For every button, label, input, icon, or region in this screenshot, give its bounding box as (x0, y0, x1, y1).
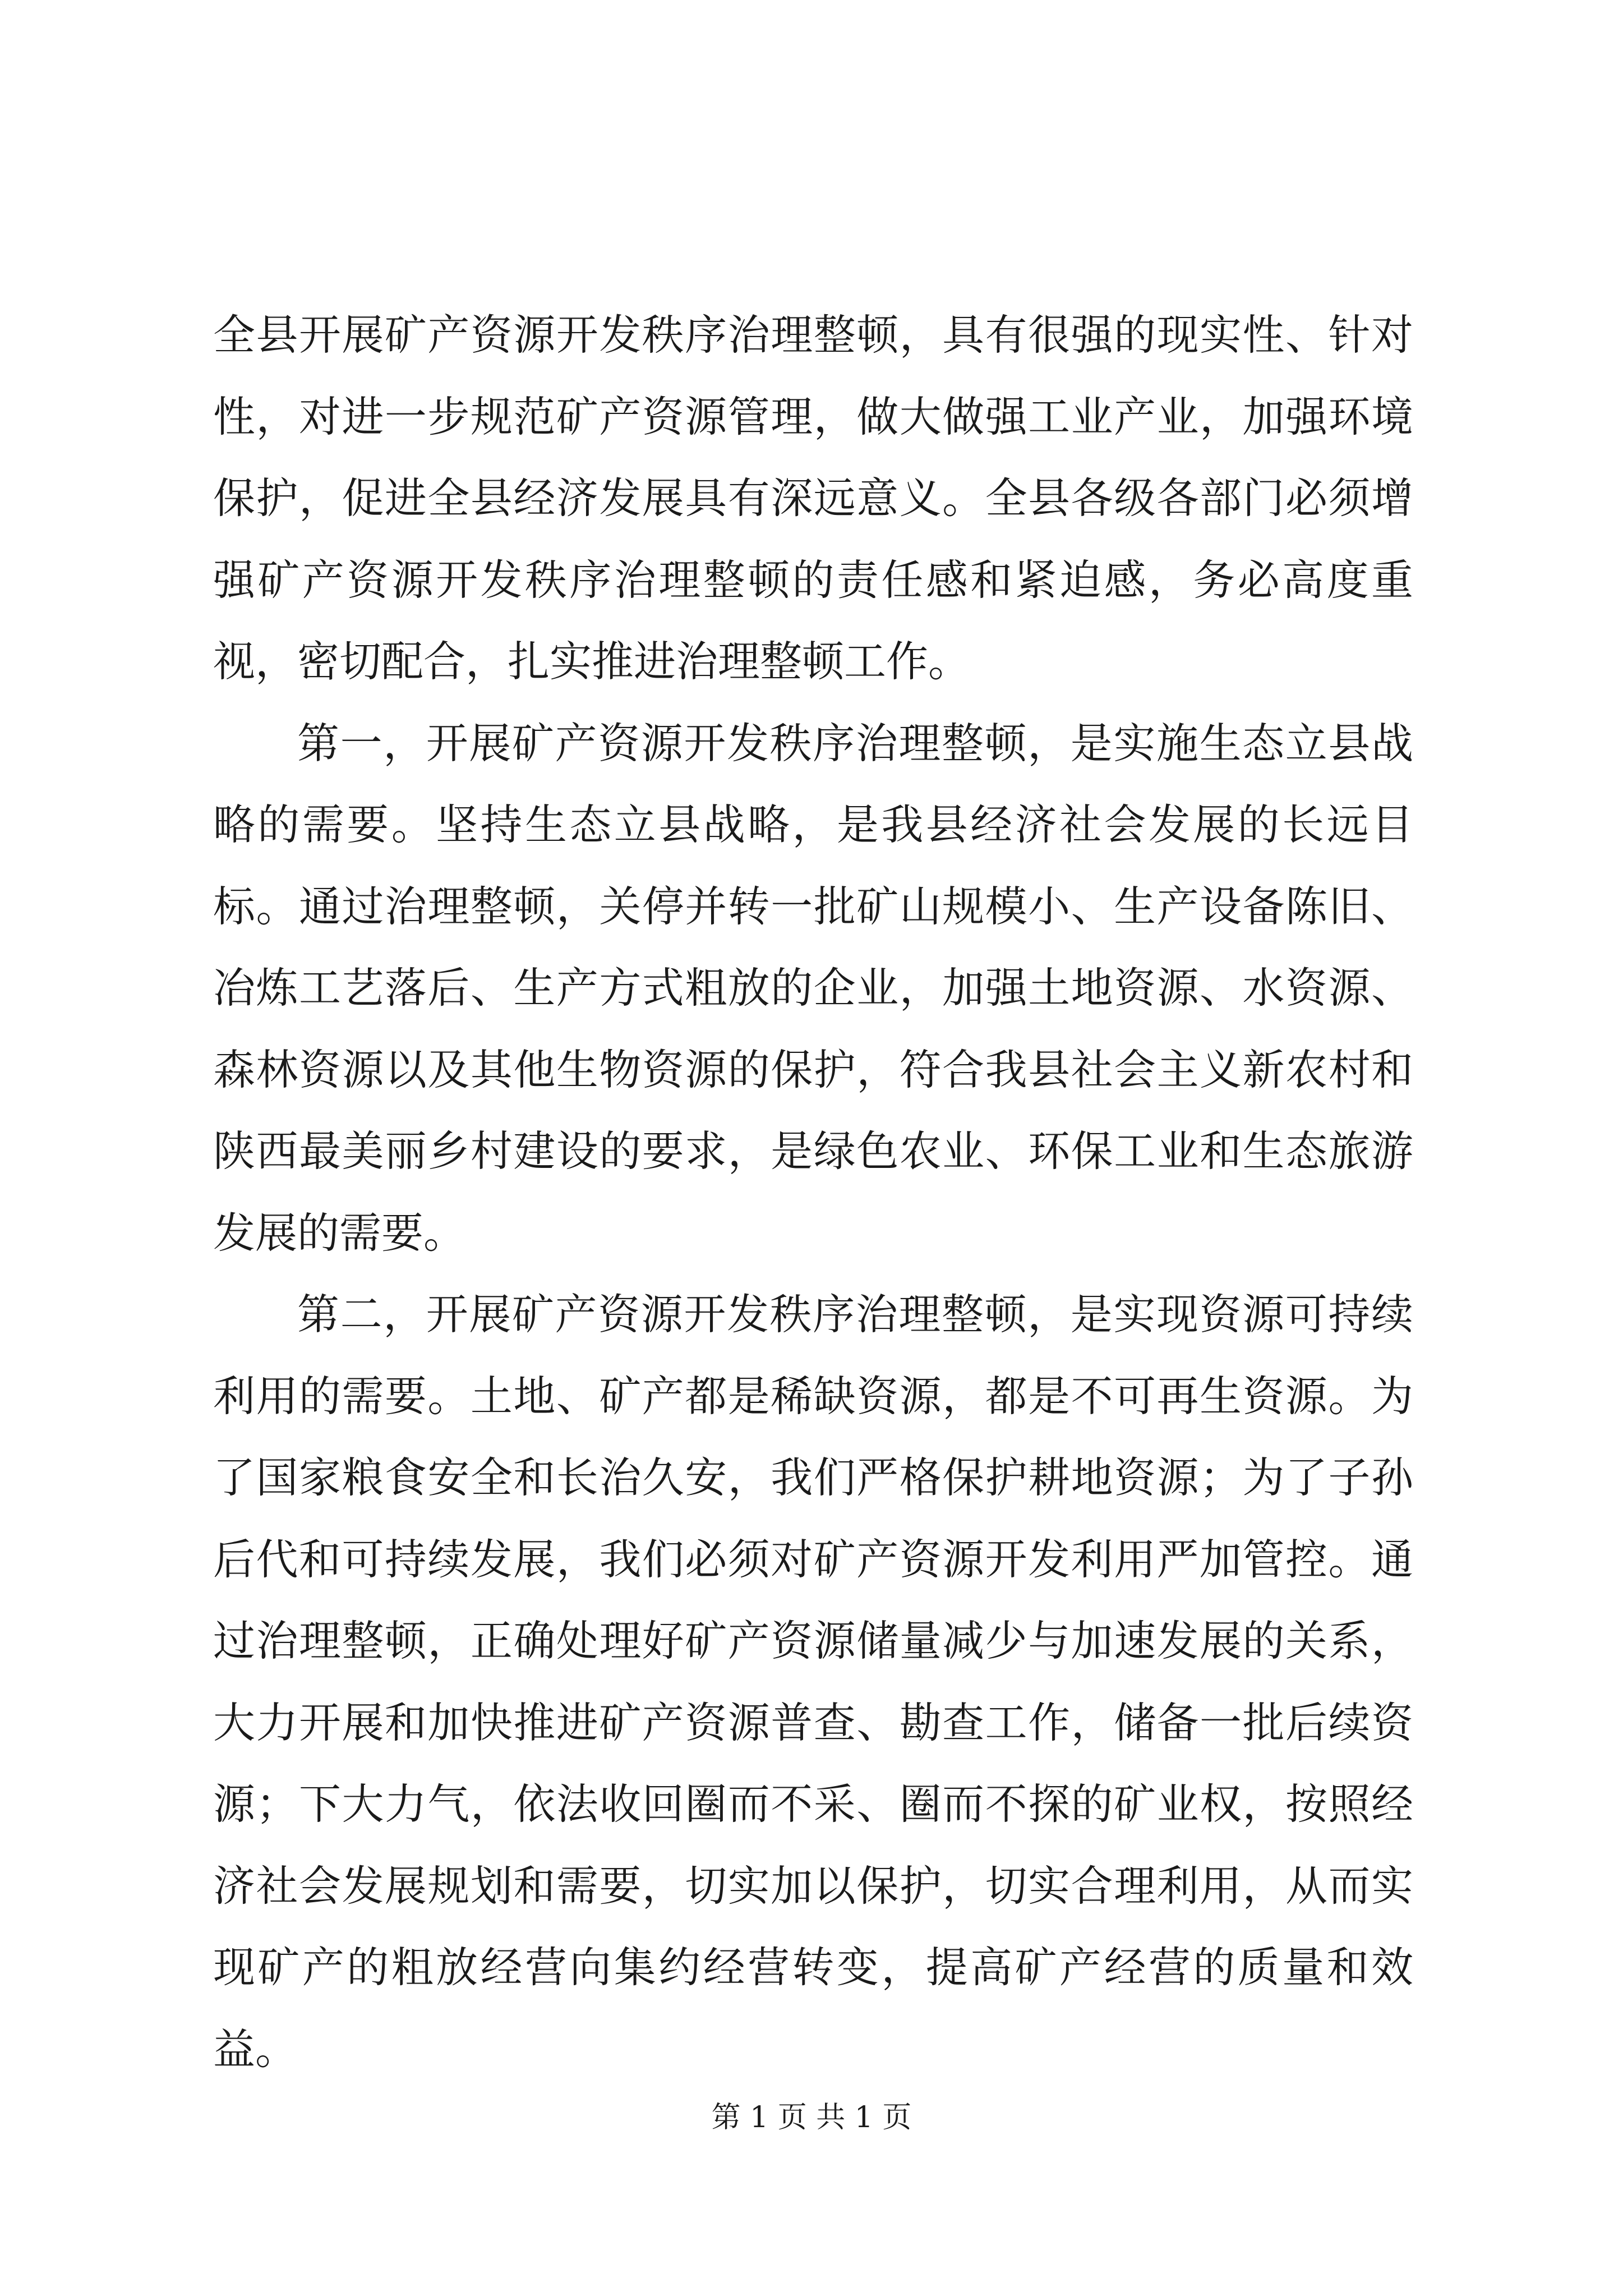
page-footer: 第 1 页 共 1 页 (711, 2101, 912, 2134)
paragraph-second-point: 第二，开展矿产资源开发秩序治理整顿，是实现资源可持续利用的需要。土地、矿产都是稀缺资源，都是不可再生资源。为了国家粮食安全和长治久安，我们严格保护耕地资源；为了子孙后代和可持续发展，我们必须对矿产资源开发利用严加管控。通过治理整顿，正确处理好矿产资源储量减少与加速发展的关系，大力开展和加快推进矿产资源普查、勘查工作，储备一批后续资源；下大力气，依法收回圈而不采、圈而不探的矿业权，按照经济社会发展规划和需要，切实加以保护，切实合理利用，从而实现矿产的粗放经营向集约经营转变，提高矿产经营的质量和效益。 (213, 1290, 1413, 2074)
paragraph-intro: 全县开展矿产资源开发秩序治理整顿，具有很强的现实性、针对性，对进一步规范矿产资源管理，做大做强工业产业，加强环境保护，促进全县经济发展具有深远意义。全县各级各部门必须增强矿产资源开发秩序治理整顿的责任感和紧迫感，务必高度重视，密切配合，扎实推进治理整顿工作。 (213, 310, 1413, 686)
paragraph-first-point: 第一，开展矿产资源开发秩序治理整顿，是实施生态立县战略的需要。坚持生态立县战略，是我县经济社会发展的长远目标。通过治理整顿，关停并转一批矿山规模小、生产设备陈旧、冶炼工艺落后、生产方式粗放的企业，加强土地资源、水资源、森林资源以及其他生物资源的保护，符合我县社会主义新农村和陕西最美丽乡村建设的要求，是绿色农业、环保工业和生态旅游发展的需要。 (213, 718, 1413, 1258)
document-body (213, 295, 1413, 2090)
